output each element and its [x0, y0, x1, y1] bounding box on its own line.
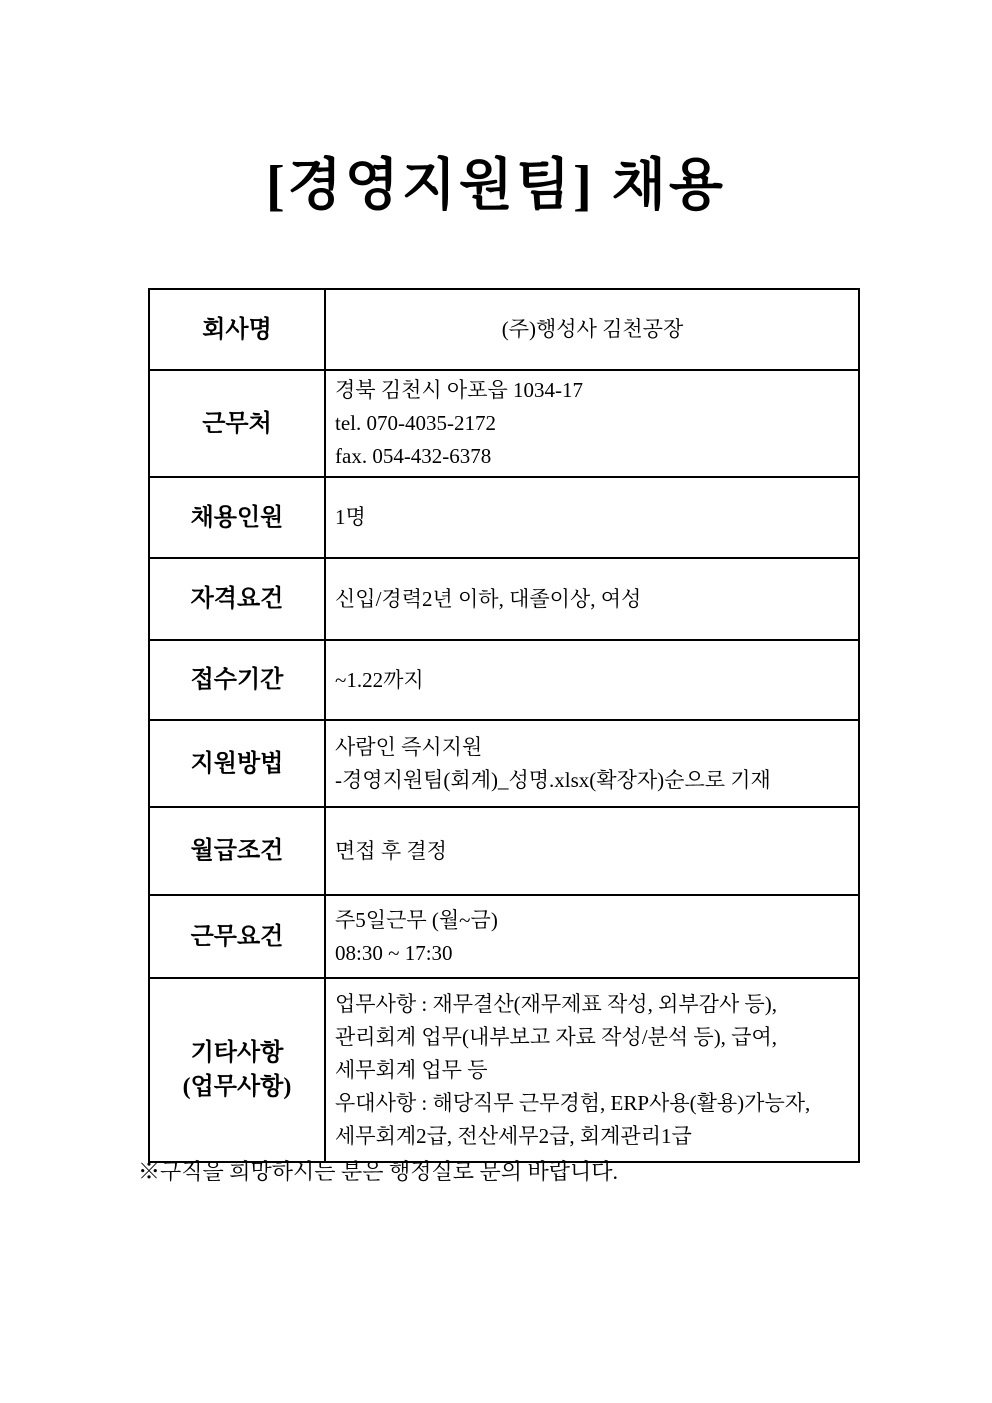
value-line: 면접 후 결정 [335, 838, 447, 863]
value-line: 신입/경력2년 이하, 대졸이상, 여성 [335, 586, 642, 611]
row-label-salary: 월급조건 [149, 807, 325, 895]
value-line: 1명 [335, 505, 366, 529]
row-label-application-period: 접수기간 [149, 640, 325, 720]
value-line: 주5일근무 (월~금) [335, 907, 498, 932]
row-value-application-period [325, 640, 859, 720]
table-row-application-period [149, 640, 859, 720]
row-value-other-details [325, 978, 859, 1162]
row-label-application-method: 지원방법 [149, 720, 325, 807]
value-line: 업무사항 : 재무결산(재무제표 작성, 외부감사 등), [335, 991, 778, 1016]
value-line: 08:30 ~ 17:30 [335, 940, 453, 965]
row-label-work-conditions: 근무요건 [149, 895, 325, 978]
row-value-application-method [325, 720, 859, 807]
table-row-workplace [149, 370, 859, 477]
row-label-workplace: 근무처 [149, 370, 325, 477]
table-row-headcount [149, 477, 859, 558]
row-label-qualifications: 자격요건 [149, 558, 325, 640]
footer-note: ※구직을 희망하시는 분은 행정실로 문의 바랍니다. [138, 1159, 619, 1184]
page-title: [경영지원팀] 채용 [266, 155, 726, 217]
value-line: 세무회계 업무 등 [335, 1057, 488, 1082]
value-line: ~1.22까지 [335, 667, 424, 692]
label-line: 기타사항 [190, 1040, 284, 1066]
row-label-headcount: 채용인원 [149, 477, 325, 558]
value-line: fax. 054-432-6378 [335, 444, 492, 468]
value-line: (주)행성사 김천공장 [501, 317, 684, 341]
table-row-qualifications [149, 558, 859, 640]
row-label-company: 회사명 [149, 289, 325, 370]
row-value-headcount [325, 477, 859, 558]
row-value-workplace [325, 370, 859, 477]
job-posting-table [148, 288, 860, 1163]
value-line: 세무회계2급, 전산세무2급, 회계관리1급 [335, 1123, 692, 1148]
value-line: 관리회계 업무(내부보고 자료 작성/분석 등), 급여, [335, 1024, 778, 1049]
label-line: (업무사항) [182, 1074, 292, 1100]
row-value-work-conditions [325, 895, 859, 978]
value-line: -경영지원팀(회계)_성명.xlsx(확장자)순으로 기재 [335, 767, 771, 792]
value-line: 사람인 즉시지원 [335, 734, 483, 759]
table-row-work-conditions [149, 895, 859, 978]
value-line: tel. 070-4035-2172 [335, 411, 496, 435]
table-row-application-method [149, 720, 859, 807]
row-value-qualifications [325, 558, 859, 640]
value-line: 경북 김천시 아포읍 1034-17 [335, 378, 584, 402]
row-label-other-details [149, 978, 325, 1162]
row-value-company [325, 289, 859, 370]
table-row-company [149, 289, 859, 370]
value-line: 우대사항 : 해당직무 근무경험, ERP사용(활용)가능자, [335, 1090, 811, 1115]
table-row-salary [149, 807, 859, 895]
table-row-other-details [149, 978, 859, 1162]
row-value-salary [325, 807, 859, 895]
